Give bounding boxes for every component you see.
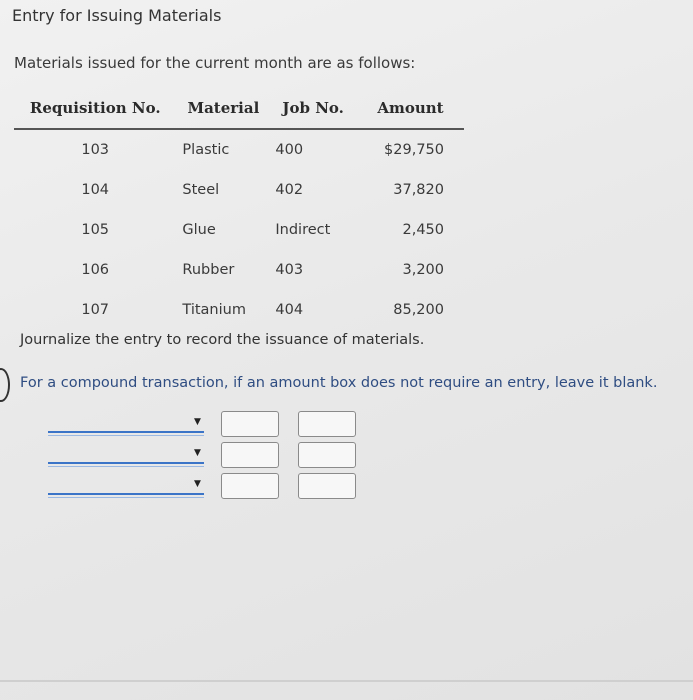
account-select[interactable]: [48, 442, 204, 464]
credit-amount-input[interactable]: [298, 473, 356, 499]
material-cell: Plastic: [182, 142, 230, 158]
header-amount: Amount: [356, 88, 464, 129]
table-row: [14, 250, 464, 290]
table-row: [14, 170, 464, 210]
requisition-cell: 105: [81, 222, 110, 238]
job-cell: 402: [275, 182, 304, 198]
materials-table: [14, 88, 464, 330]
page-title: Entry for Issuing Materials: [12, 6, 222, 25]
table-row: [14, 129, 464, 170]
table-header-row: [14, 88, 464, 129]
compound-transaction-note: For a compound transaction, if an amount box does not require an entry, leave it blank.: [20, 375, 658, 391]
requisition-cell: 104: [81, 182, 110, 198]
amount-cell: 2,450: [402, 222, 444, 238]
credit-amount-input[interactable]: [298, 442, 356, 468]
requisition-cell: 106: [81, 262, 110, 278]
left-bracket-decoration: [0, 368, 10, 402]
material-cell: Rubber: [182, 262, 235, 278]
triangle-down-icon[interactable]: ▼: [194, 417, 201, 427]
requisition-cell: 103: [81, 142, 110, 158]
table-row: [14, 210, 464, 250]
material-cell: Titanium: [182, 302, 246, 318]
triangle-down-icon[interactable]: ▼: [194, 448, 201, 458]
header-job: Job No.: [271, 88, 356, 129]
amount-cell: 37,820: [393, 182, 444, 198]
material-cell: Glue: [182, 222, 216, 238]
table-row: [14, 290, 464, 330]
account-select[interactable]: [48, 411, 204, 433]
debit-amount-input[interactable]: [221, 473, 279, 499]
amount-cell: 3,200: [402, 262, 444, 278]
instruction-text: Journalize the entry to record the issuance of materials.: [20, 332, 425, 348]
job-cell: 404: [275, 302, 304, 318]
intro-text: Materials issued for the current month are as follows:: [14, 54, 416, 72]
header-material: Material: [176, 88, 271, 129]
job-cell: 400: [275, 142, 304, 158]
triangle-down-icon[interactable]: ▼: [194, 479, 201, 489]
credit-amount-input[interactable]: [298, 411, 356, 437]
account-select[interactable]: [48, 473, 204, 495]
material-cell: Steel: [182, 182, 220, 198]
job-cell: 403: [275, 262, 304, 278]
header-requisition: Requisition No.: [14, 88, 176, 129]
job-cell: Indirect: [275, 222, 331, 238]
footer-divider: [0, 680, 693, 682]
debit-amount-input[interactable]: [221, 442, 279, 468]
amount-cell: $29,750: [384, 142, 444, 158]
amount-cell: 85,200: [393, 302, 444, 318]
debit-amount-input[interactable]: [221, 411, 279, 437]
requisition-cell: 107: [81, 302, 110, 318]
